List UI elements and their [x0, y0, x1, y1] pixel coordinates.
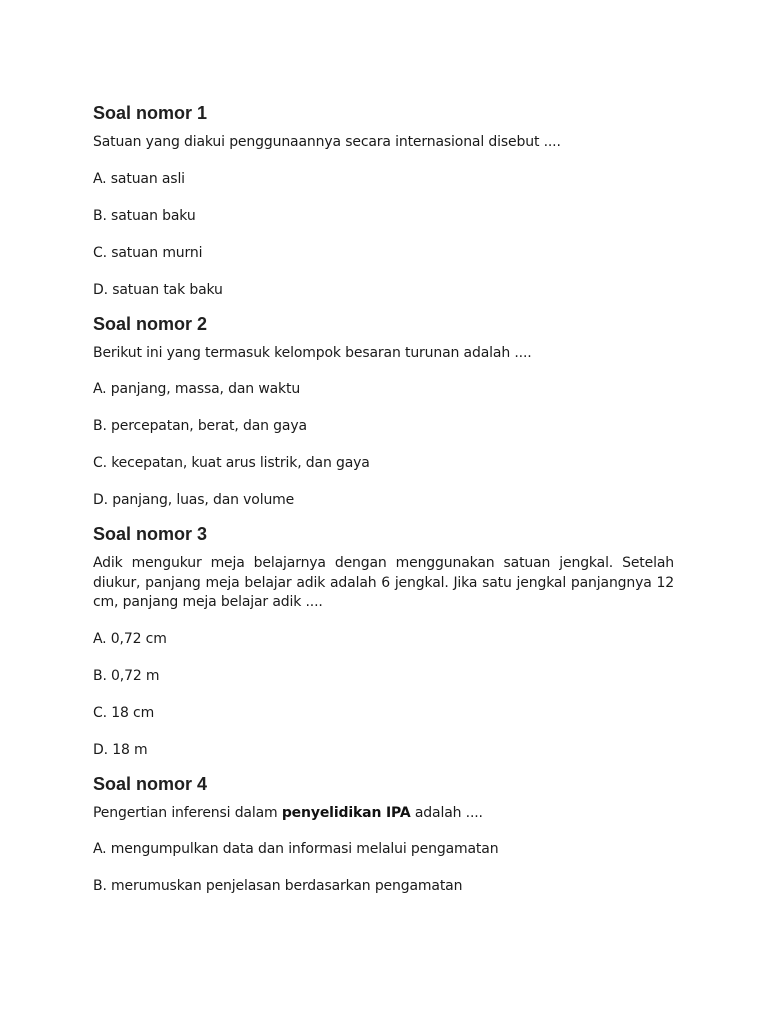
question-title: Soal nomor 1 — [93, 103, 208, 123]
answer-option-a: A. satuan asli — [93, 170, 185, 187]
answer-option-c: C. 18 cm — [93, 704, 155, 721]
answer-option-b: B. satuan baku — [93, 207, 196, 224]
question-title: Soal nomor 3 — [93, 524, 208, 544]
question-text — [93, 804, 674, 824]
question-4 — [93, 773, 674, 897]
answer-option-c: C. kecepatan, kuat arus listrik, dan gaya — [93, 455, 370, 471]
question-title: Soal nomor 4 — [93, 773, 208, 794]
question-title: Soal nomor 2 — [93, 313, 208, 334]
question-2 — [93, 313, 674, 511]
question-text-end: adalah .... — [410, 804, 483, 821]
answer-option-d: D. satuan tak baku — [93, 281, 223, 298]
answer-option-d: D. 18 m — [93, 741, 148, 758]
answer-option-c: C. satuan murni — [93, 244, 203, 261]
question-3 — [93, 523, 674, 760]
answer-option-d: D. panjang, luas, dan volume — [93, 492, 295, 508]
answer-option-b: B. percepatan, berat, dan gaya — [93, 418, 307, 434]
question-text-bold: penyelidikan IPA — [281, 804, 411, 821]
document-page — [93, 102, 674, 914]
answer-option-b: B. merumuskan penjelasan berdasarkan pengamatan — [93, 878, 463, 894]
question-1 — [93, 102, 674, 300]
question-text: Satuan yang diakui penggunaannya secara internasional disebut .... — [93, 134, 561, 150]
answer-option-b: B. 0,72 m — [93, 667, 160, 684]
question-text-start: Pengertian inferensi dalam — [93, 804, 282, 821]
answer-option-a: A. panjang, massa, dan waktu — [93, 381, 301, 397]
answer-option-a: A. mengumpulkan data dan informasi melalui pengamatan — [93, 841, 499, 857]
answer-option-a: A. 0,72 cm — [93, 630, 167, 647]
question-text: Berikut ini yang termasuk kelompok besaran turunan adalah .... — [93, 344, 532, 361]
question-text: Adik mengukur meja belajarnya dengan menggunakan satuan jengkal. Setelah diukur, panjang meja belajar adik adalah 6 jengkal. Jika satu jengkal panjangnya 12 cm, panjang meja belajar adik .... — [93, 555, 674, 610]
